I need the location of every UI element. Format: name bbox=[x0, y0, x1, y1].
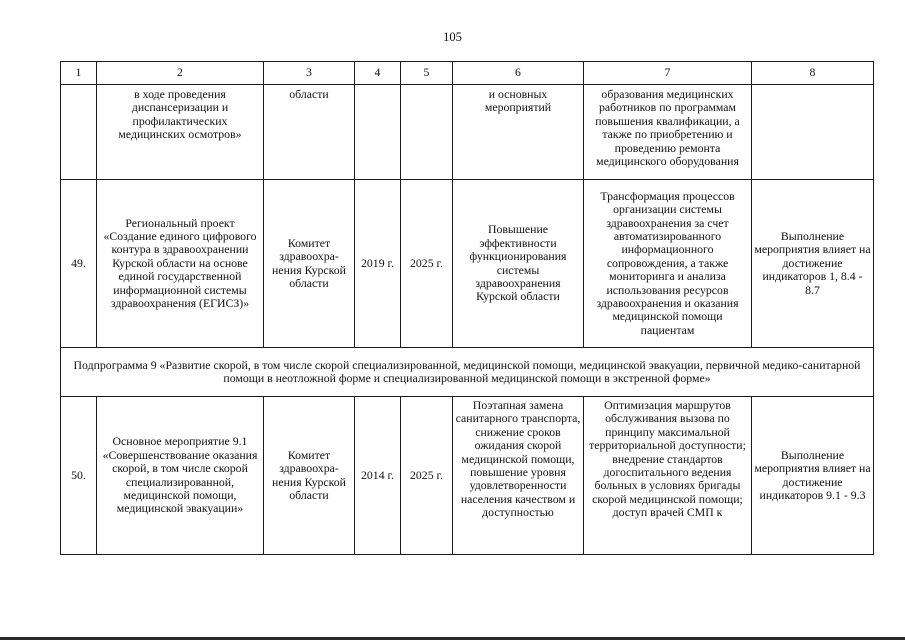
end-year-cell: 2025 г. bbox=[401, 180, 453, 348]
main-directions-cell: Трансформация процессов организации системы здравоохранения за счет автоматизированного информационного сопровождения, а также мониторинга и анализа использования ресурсов здравоохранения и оказания медицинской помощи пациентам bbox=[584, 180, 752, 348]
page-number: 105 bbox=[443, 30, 462, 44]
table-row-50 bbox=[61, 397, 874, 555]
subprogram-title: Подпрограмма 9 «Развитие скорой, в том числе скорой специализированной, медицинской помощи, медицинской эвакуации, первичной медико-санитарной помощи в неотложной форме и специализированной медицинской помощи в экстренной форме» bbox=[61, 348, 874, 397]
indicator-link-cell bbox=[752, 85, 874, 180]
start-year-cell: 2014 г. bbox=[355, 397, 401, 555]
expected-result-cell: Повышение эффективности функционирования системы здравоохранения Курской области bbox=[453, 180, 584, 348]
column-header: 1 bbox=[61, 62, 97, 85]
responsible-executor-cell: области bbox=[264, 85, 355, 180]
responsible-executor-cell: Комитет здравоохра-нения Курской области bbox=[264, 180, 355, 348]
measure-name-cell: Основное мероприятие 9.1 «Совершенствование оказания скорой, в том числе скорой специализированной, медицинской помощи, медицинской эвакуации» bbox=[97, 397, 264, 555]
measure-name-cell: в ходе проведения диспансеризации и профилактических медицинских осмотров» bbox=[97, 85, 264, 180]
end-year-cell bbox=[401, 85, 453, 180]
end-year-cell: 2025 г. bbox=[401, 397, 453, 555]
subprogram-heading-row bbox=[61, 348, 874, 397]
column-header: 3 bbox=[264, 62, 355, 85]
row-number-cell bbox=[61, 85, 97, 180]
column-header: 7 bbox=[584, 62, 752, 85]
expected-result-cell: Поэтапная замена санитарного транспорта, снижение сроков ожидания скорой медицинской помощи, повышение уровня удовлетворенности населения качеством и доступностью bbox=[453, 397, 584, 555]
main-directions-cell: образования медицинских работников по программам повышения квалификации, а также по приобретению и проведению ремонта медицинского оборудования bbox=[584, 85, 752, 180]
column-header: 2 bbox=[97, 62, 264, 85]
responsible-executor-cell: Комитет здравоохра-нения Курской области bbox=[264, 397, 355, 555]
table-row-continuation bbox=[61, 85, 874, 180]
indicator-link-cell: Выполнение мероприятия влияет на достижение индикаторов 1, 8.4 - 8.7 bbox=[752, 180, 874, 348]
start-year-cell bbox=[355, 85, 401, 180]
row-number-cell: 50. bbox=[61, 397, 97, 555]
column-header: 5 bbox=[401, 62, 453, 85]
main-directions-cell: Оптимизация маршрутов обслуживания вызова по принципу максимальной территориальной доступности; внедрение стандартов догоспитального ведения больных в условиях бригады скорой медицинской помощи; доступ врачей СМП к bbox=[584, 397, 752, 555]
indicator-link-cell: Выполнение мероприятия влияет на достижение индикаторов 9.1 - 9.3 bbox=[752, 397, 874, 555]
table-header-row bbox=[61, 62, 874, 85]
column-header: 6 bbox=[453, 62, 584, 85]
table-row-49 bbox=[61, 180, 874, 348]
column-header: 8 bbox=[752, 62, 874, 85]
column-header: 4 bbox=[355, 62, 401, 85]
start-year-cell: 2019 г. bbox=[355, 180, 401, 348]
measure-name-cell: Региональный проект «Создание единого цифрового контура в здравоохранении Курской области на основе единой государственной информационной системы здравоохранения (ЕГИСЗ)» bbox=[97, 180, 264, 348]
program-measures-table bbox=[60, 61, 874, 555]
expected-result-cell: и основных мероприятий bbox=[453, 85, 584, 180]
row-number-cell: 49. bbox=[61, 180, 97, 348]
